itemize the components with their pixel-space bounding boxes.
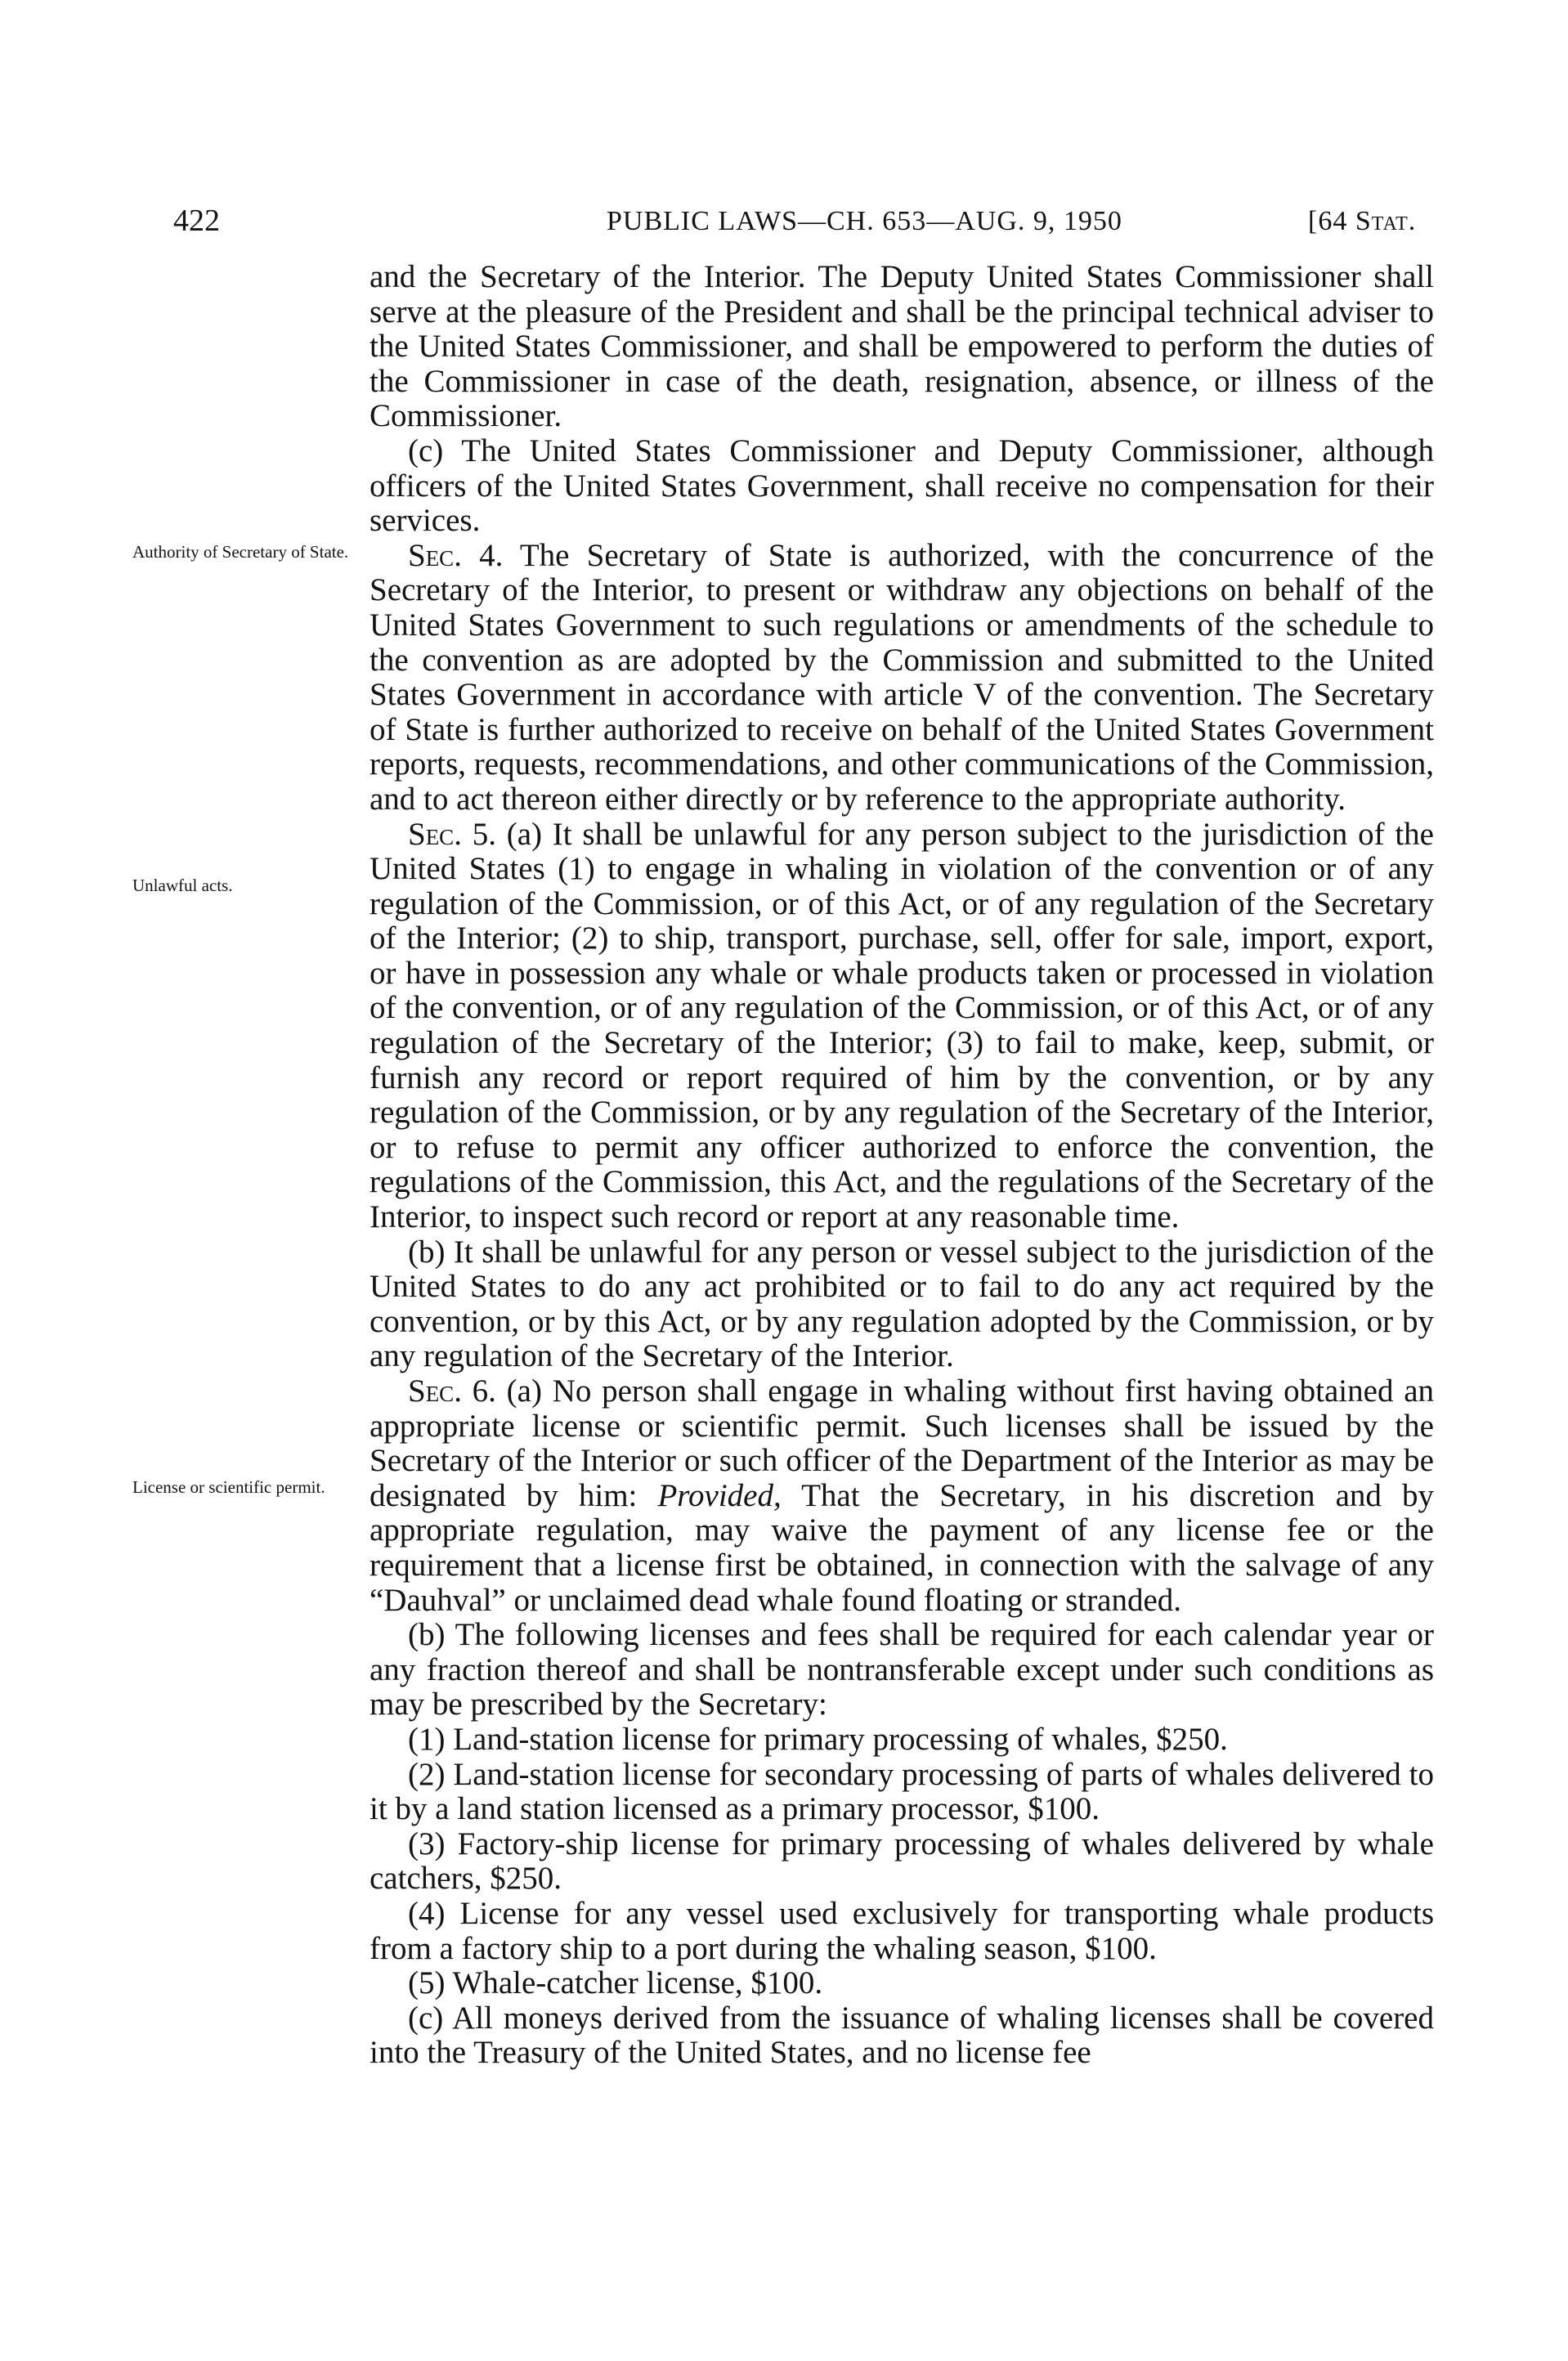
paragraph-moneys: (c) All moneys derived from the issuance of whaling licenses shall be covered into the Treasury of the United States, and no license fee — [370, 2000, 1434, 2071]
list-item-fee-4: (4) License for any vessel used exclusively for transporting whale products from a factory ship to a port during the whaling season, $100. — [370, 1895, 1434, 1966]
list-item-fee-5: (5) Whale-catcher license, $100. — [408, 1965, 823, 2001]
statute-volume: [64 — [1308, 206, 1348, 236]
list-item-fee-3: (3) Factory-ship license for primary processing of whales delivered by whale catchers, $250. — [370, 1826, 1434, 1897]
page-number: 422 — [173, 204, 220, 238]
paragraph-sec-4 — [370, 539, 1434, 818]
paragraph-compensation: (c) The United States Commissioner and Deputy Commissioner, although officers of the United States Government, shall receive no compensation for their services. — [370, 432, 1434, 539]
section-text: The Secretary of State is authorized, with the concurrence of the Secretary of the Interior, to present or withdraw any objections on behalf of the United States Government to such regulations or amendments of the schedule to the convention as are adopted by the Commission and submitted to the United States Government in accordance with article V of the convention. The Secretary of State is further authorized to receive on behalf of the United States Government reports, requests, recommendations, and other communications of the Commission, and to act thereon either directly or by reference to the appropriate authority. — [370, 537, 1434, 817]
paragraph-sec-5 — [370, 818, 1434, 1235]
list-item-fee-2: (2) Land-station license for secondary processing of parts of whales delivered to it by a land station licensed as a primary processor, $100. — [370, 1756, 1434, 1827]
margin-note-license: License or scientific permit. — [132, 1477, 325, 1497]
statute-body — [370, 260, 1434, 2071]
section-text-cont: That the Secretary, in his discretion and by appropriate regulation, may waive the payment of any license fee or the requirement that a license first be obtained, in connection with the salvage of any “Dauhval” or unclaimed dead whale found floating or stranded. — [370, 1477, 1434, 1618]
section-number: Sec. 4. — [408, 537, 504, 573]
paragraph-sec-6 — [370, 1374, 1434, 1618]
running-header — [0, 203, 1568, 244]
running-title: PUBLIC LAWS—CH. 653—AUG. 9, 1950 — [607, 206, 1122, 236]
margin-note-unlawful-acts: Unlawful acts. — [132, 876, 233, 895]
section-text: (a) No person shall engage in whaling without first having obtained an appropriate license or scientific permit. Such licenses shall be issued by the Secretary of the Interior or such officer of the Department of the Interior as may be designated by him: — [370, 1373, 1434, 1513]
paragraph-deputy-commissioner: and the Secretary of the Interior. The Deputy United States Commissioner shall serve at the pleasure of the President and shall be the principal technical adviser to the United States Commissioner, and shall be empowered to perform the duties of the Commissioner in case of the death, resignation, absence, or illness of the Commissioner. — [370, 259, 1434, 434]
provided-clause: Provided, — [657, 1477, 782, 1513]
section-text: (a) It shall be unlawful for any person subject to the jurisdiction of the United States (1) to engage in whaling in violation of the convention or of any regulation of the Commission, or of this Act, or of any regulation of the Secretary of the Interior; (2) to ship, transport, purchase, sell, offer for sale, import, export, or have in possession any whale or whale products taken or processed in violation of the convention, or of any regulation of the Commission, or of this Act, or of any regulation of the Secretary of the Interior; (3) to fail to make, keep, submit, or furnish any record or report required of him by the convention, or by any regulation of the Commission, or by any regulation of the Secretary of the Interior, or to refuse to permit any officer authorized to enforce the convention, the regulations of the Commission, this Act, and the regulations of the Secretary of the Interior, to inspect such record or report at any reasonable time. — [370, 816, 1434, 1235]
statute-reference — [1308, 206, 1416, 237]
section-number: Sec. 6. — [408, 1373, 496, 1409]
statute-label: Stat. — [1355, 206, 1417, 236]
section-number: Sec. 5. — [408, 816, 496, 852]
margin-note-authority: Authority of Secretary of State. — [132, 542, 349, 562]
paragraph-sec-5-b: (b) It shall be unlawful for any person or vessel subject to the jurisdiction of the United States to do any act prohibited or to fail to do any act required by the convention, or by this Act, or by any regulation adopted by the Commission, or by any regulation of the Secretary of the Interior. — [370, 1234, 1434, 1374]
list-item-fee-1: (1) Land-station license for primary processing of whales, $250. — [408, 1721, 1228, 1757]
paragraph-license-fees: (b) The following licenses and fees shall be required for each calendar year or any fraction thereof and shall be nontransferable except under such conditions as may be prescribed by the Secretary: — [370, 1617, 1434, 1723]
